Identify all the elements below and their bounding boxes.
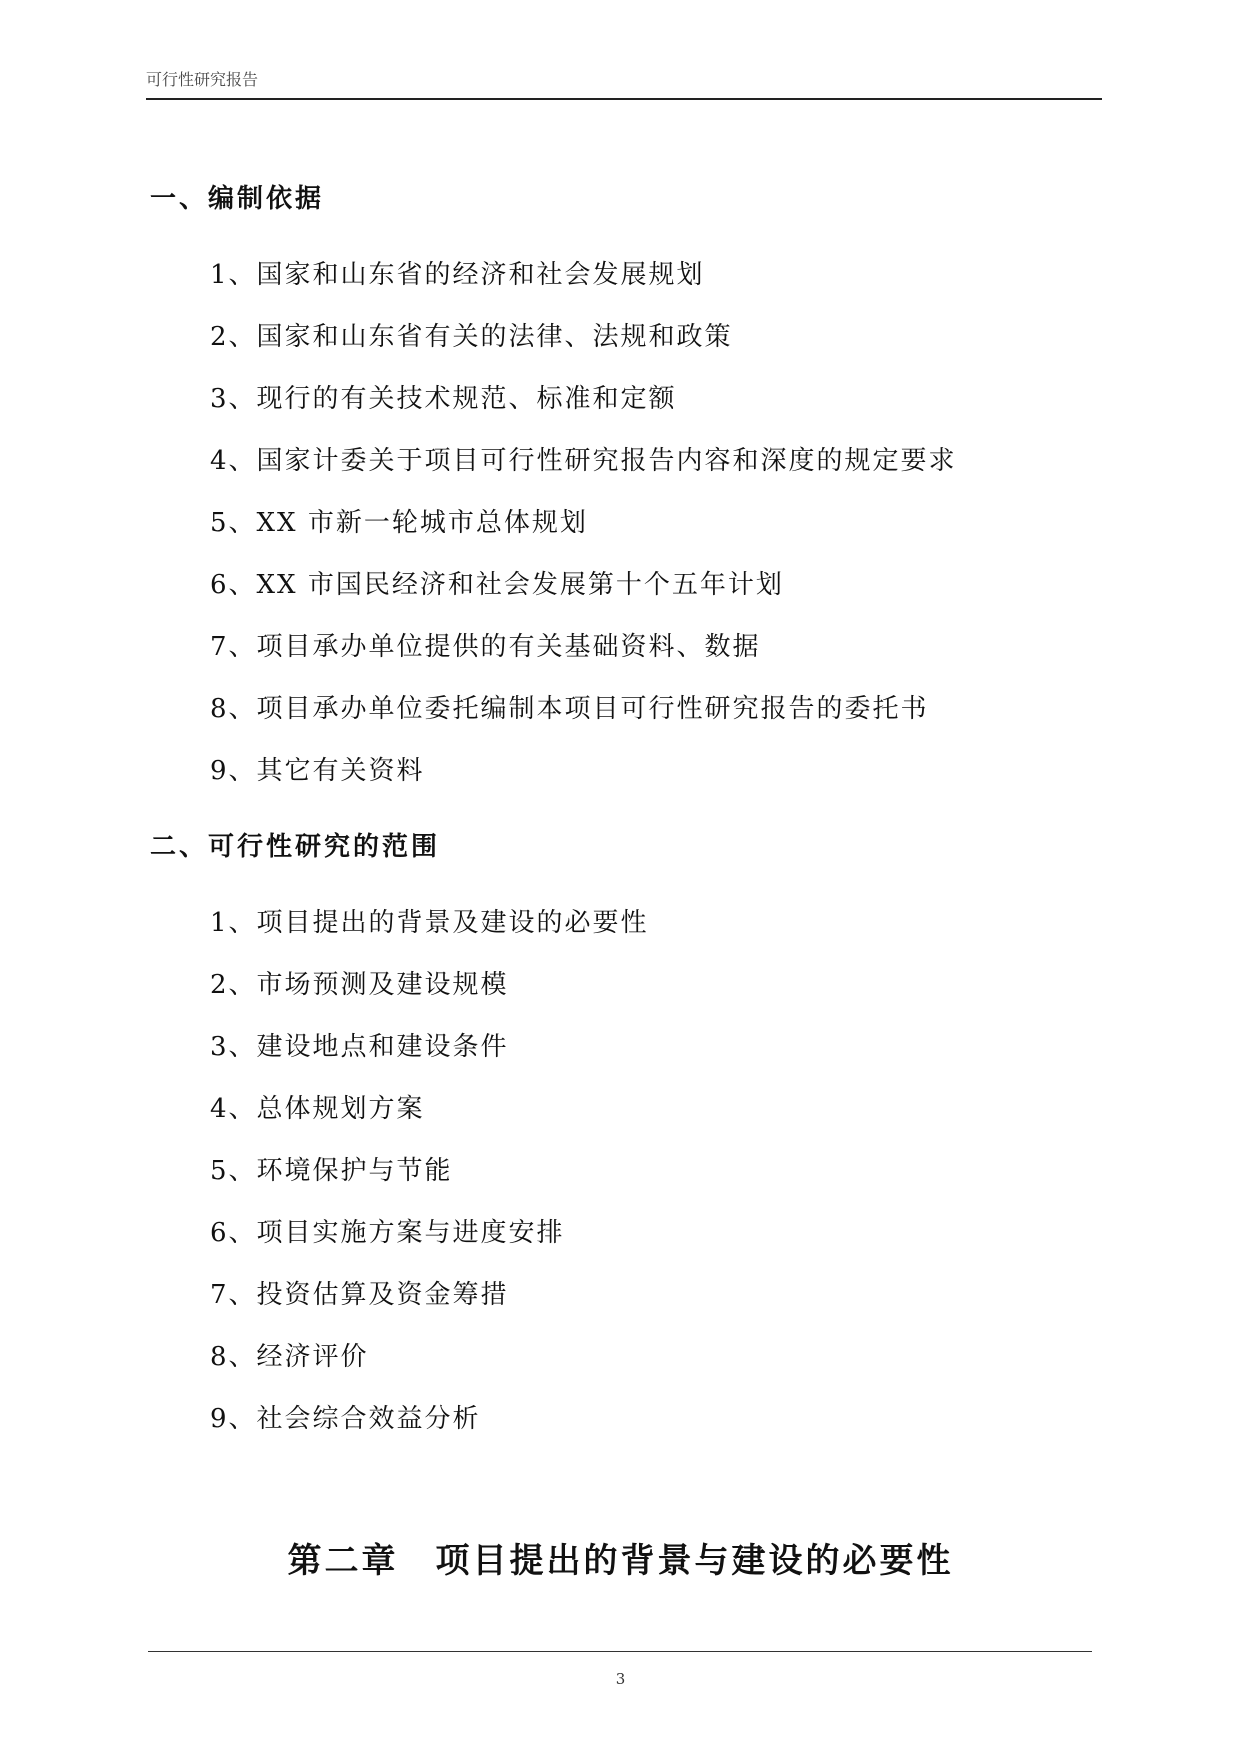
list-item: 5、环境保护与节能 [210,1156,453,1186]
list-item: 6、XX 市国民经济和社会发展第十个五年计划 [210,570,784,600]
header-title: 可行性研究报告 [146,70,259,89]
list-item: 1、国家和山东省的经济和社会发展规划 [210,260,705,290]
list-item: 7、投资估算及资金筹措 [210,1280,509,1310]
list-item: 8、项目承办单位委托编制本项目可行性研究报告的委托书 [210,694,929,724]
list-item: 9、其它有关资料 [210,756,425,786]
footer-divider [148,1651,1092,1652]
page-header [146,70,1102,100]
list-item: 2、国家和山东省有关的法律、法规和政策 [210,322,733,352]
section-title-basis: 一、编制依据 [150,184,325,214]
list-item: 4、总体规划方案 [210,1094,425,1124]
list-item: 9、社会综合效益分析 [210,1404,481,1434]
page-number: 3 [615,1670,626,1688]
list-item: 6、项目实施方案与进度安排 [210,1218,565,1248]
list-item: 8、经济评价 [210,1342,369,1372]
list-item: 2、市场预测及建设规模 [210,970,509,1000]
section-title-scope: 二、可行性研究的范围 [150,832,441,862]
chapter-title: 第二章 项目提出的背景与建设的必要性 [287,1541,954,1581]
list-item: 5、XX 市新一轮城市总体规划 [210,508,588,538]
list-item: 1、项目提出的背景及建设的必要性 [210,908,649,938]
list-item: 3、建设地点和建设条件 [210,1032,509,1062]
list-item: 3、现行的有关技术规范、标准和定额 [210,384,677,414]
list-item: 7、项目承办单位提供的有关基础资料、数据 [210,632,761,662]
list-item: 4、国家计委关于项目可行性研究报告内容和深度的规定要求 [210,446,957,476]
